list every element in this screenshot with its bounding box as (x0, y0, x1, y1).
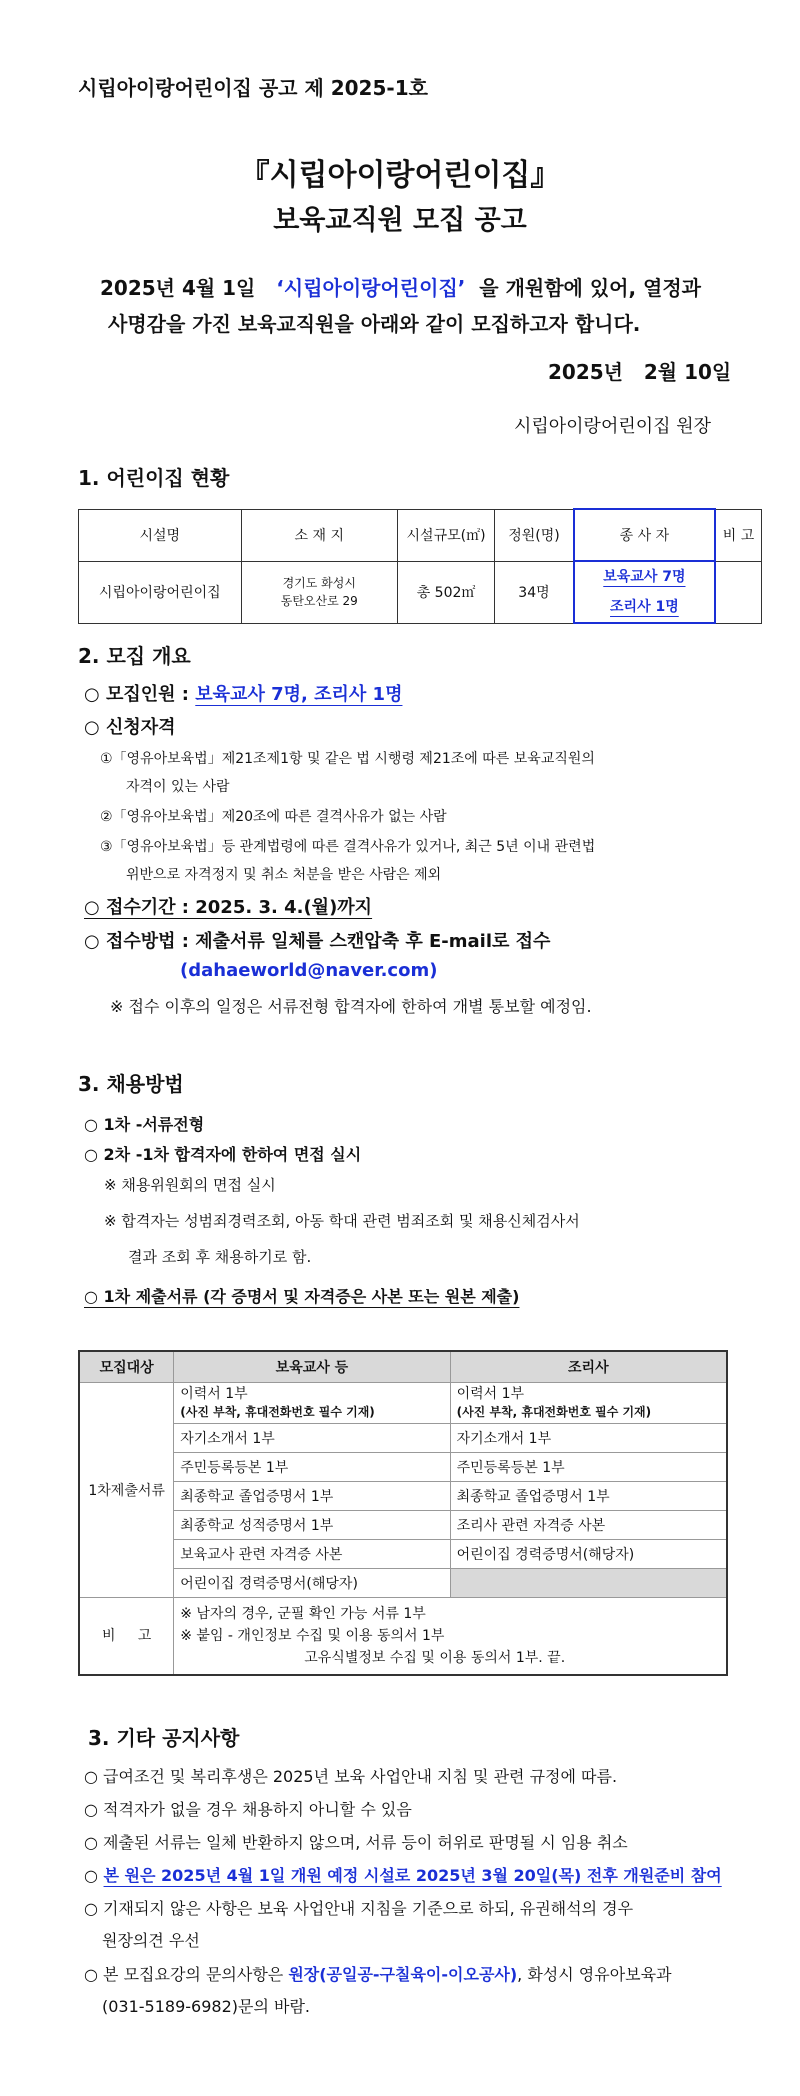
teacher-doc-career: 어린이집 경력증명서(해당자) (174, 1569, 450, 1598)
section3-heading: 3. 채용방법 (78, 1072, 184, 1096)
notice-date: 2025년 2월 10일 (548, 360, 732, 384)
contact-director: 원장(공일공-구칠육이-이오공사) (288, 1965, 518, 1984)
title-line2: 보육교직원 모집 공고 (273, 205, 527, 236)
application-email: (dahaeworld@naver.com) (180, 960, 438, 981)
qualification-2: ②「영유아보육법」제20조에 따른 결격사유가 없는 사람 (100, 809, 447, 825)
cook-doc-career: 어린이집 경력증명서(해당자) (450, 1540, 727, 1569)
recruit-value: 보육교사 7명, 조리사 1명 (195, 684, 403, 705)
step-note2a: ※ 합격자는 성범죄경력조회, 아동 학대 관련 범죄조회 및 채용신체검사서 (104, 1212, 580, 1230)
docs-note: ※ 남자의 경우, 군필 확인 가능 서류 1부 ※ 붙임 - 개인정보 수집 및 이용 동의서 1부 고유식별정보 수집 및 이용 동의서 1부. 끝. (174, 1598, 727, 1676)
etc-3: ○ 제출된 서류는 일체 반환하지 않으며, 서류 등이 허위로 판명될 시 임용 취소 (84, 1833, 628, 1852)
cook-doc-resume: 이력서 1부 (사진 부착, 휴대전화번호 필수 기재) (450, 1383, 727, 1424)
qualification-3b: 위반으로 자격정지 및 취소 처분을 받은 사람은 제외 (126, 867, 442, 883)
step1: ○ 1차 -서류전형 (84, 1115, 205, 1134)
facility-size: 총 502㎡ (397, 561, 494, 623)
step-note2b: 결과 조회 후 채용하기로 함. (128, 1248, 312, 1266)
docs-col-cook: 조리사 (450, 1351, 727, 1383)
etc-5b: 원장의견 우선 (102, 1931, 200, 1950)
teacher-doc-transcript: 최종학교 성적증명서 1부 (174, 1511, 450, 1540)
etc-4: ○ 본 원은 2025년 4월 1일 개원 예정 시설로 2025년 3월 20일(목) 전후 개원준비 참여 (84, 1866, 722, 1885)
col-size: 시설규모(㎡) (397, 509, 494, 561)
intro-rest: 을 개원함에 있어, 열정과 (479, 276, 701, 300)
teacher-doc-license: 보육교사 관련 자격증 사본 (174, 1540, 450, 1569)
first-docs-heading: ○ 1차 제출서류 (각 증명서 및 자격증은 사본 또는 원본 제출) (84, 1287, 520, 1306)
facility-capacity: 34명 (495, 561, 574, 623)
notice-number: 시립아이랑어린이집 공고 제 2025-1호 (78, 76, 428, 100)
teacher-doc-resume: 이력서 1부 (사진 부착, 휴대전화번호 필수 기재) (174, 1383, 450, 1424)
col-address: 소 재 지 (241, 509, 397, 561)
facility-note (715, 561, 762, 623)
etc-2: ○ 적격자가 없을 경우 채용하지 아니할 수 있음 (84, 1800, 412, 1819)
cook-doc-license: 조리사 관련 자격증 사본 (450, 1511, 727, 1540)
qualification-heading: ○ 신청자격 (84, 717, 176, 738)
qualification-3a: ③「영유아보육법」등 관계법령에 따른 결격사유가 있거나, 최근 5년 이내 관련법 (100, 839, 596, 855)
teacher-doc-intro: 자기소개서 1부 (174, 1424, 450, 1453)
intro-line2: 사명감을 가진 보육교직원을 아래와 같이 모집하고자 합니다. (108, 312, 641, 336)
qualification-1b: 자격이 있는 사람 (126, 779, 230, 795)
cook-doc-intro: 자기소개서 1부 (450, 1424, 727, 1453)
col-note: 비 고 (715, 509, 762, 561)
etc-6b: (031-5189-6982)문의 바람. (102, 1997, 311, 2016)
col-name: 시설명 (79, 509, 242, 561)
intro-date: 2025년 4월 1일 (100, 276, 256, 300)
facility-address: 경기도 화성시 동탄오산로 29 (241, 561, 397, 623)
etc-5a: ○ 기재되지 않은 사항은 보육 사업안내 지침을 기준으로 하되, 유권해석의 경우 (84, 1899, 634, 1918)
docs-note-label: 비 고 (79, 1598, 174, 1676)
step2: ○ 2차 -1차 합격자에 한하여 면접 실시 (84, 1145, 362, 1164)
application-period: ○ 접수기간 : 2025. 3. 4.(월)까지 (84, 897, 373, 918)
step-note1: ※ 채용위원회의 면접 실시 (104, 1176, 276, 1194)
qualification-1a: ①「영유아보육법」제21조제1항 및 같은 법 시행령 제21조에 따른 보육교직원의 (100, 751, 595, 767)
facility-table (78, 508, 762, 624)
facility-staff: 보육교사 7명 조리사 1명 (574, 561, 715, 623)
etc-1: ○ 급여조건 및 복리후생은 2025년 보육 사업안내 지침 및 관련 규정에 따름. (84, 1767, 618, 1786)
docs-row-label: 1차제출서류 (79, 1383, 174, 1598)
col-capacity: 정원(명) (495, 509, 574, 561)
section4-heading: 3. 기타 공지사항 (88, 1726, 240, 1750)
documents-table (78, 1350, 728, 1676)
facility-name: 시립아이랑어린이집 (79, 561, 242, 623)
cook-doc-graduation: 최종학교 졸업증명서 1부 (450, 1482, 727, 1511)
cook-doc-resident: 주민등록등본 1부 (450, 1453, 727, 1482)
teacher-doc-graduation: 최종학교 졸업증명서 1부 (174, 1482, 450, 1511)
intro-line1 (100, 272, 701, 301)
intro-facility: ‘시립아이랑어린이집’ (276, 276, 466, 300)
col-staff: 종 사 자 (574, 509, 715, 561)
etc-6: ○ 본 모집요강의 문의사항은 원장(공일공-구칠육이-이오공사), 화성시 영유아보육과 (84, 1965, 672, 1984)
application-notice: ※ 접수 이후의 일정은 서류전형 합격자에 한하여 개별 통보할 예정임. (110, 997, 592, 1016)
director-signature: 시립아이랑어린이집 원장 (514, 416, 711, 437)
section2-heading: 2. 모집 개요 (78, 644, 191, 668)
docs-col-target: 모집대상 (79, 1351, 174, 1383)
cook-doc-empty (450, 1569, 727, 1598)
docs-col-teacher: 보육교사 등 (174, 1351, 450, 1383)
application-method: ○ 접수방법 : 제출서류 일체를 스캔압축 후 E-mail로 접수 (84, 931, 551, 952)
section1-heading: 1. 어린이집 현황 (78, 466, 230, 490)
recruit-line: ○ 모집인원 : 보육교사 7명, 조리사 1명 (84, 684, 403, 705)
teacher-doc-resident: 주민등록등본 1부 (174, 1453, 450, 1482)
title-line1: 『시립아이랑어린이집』 (239, 158, 561, 193)
